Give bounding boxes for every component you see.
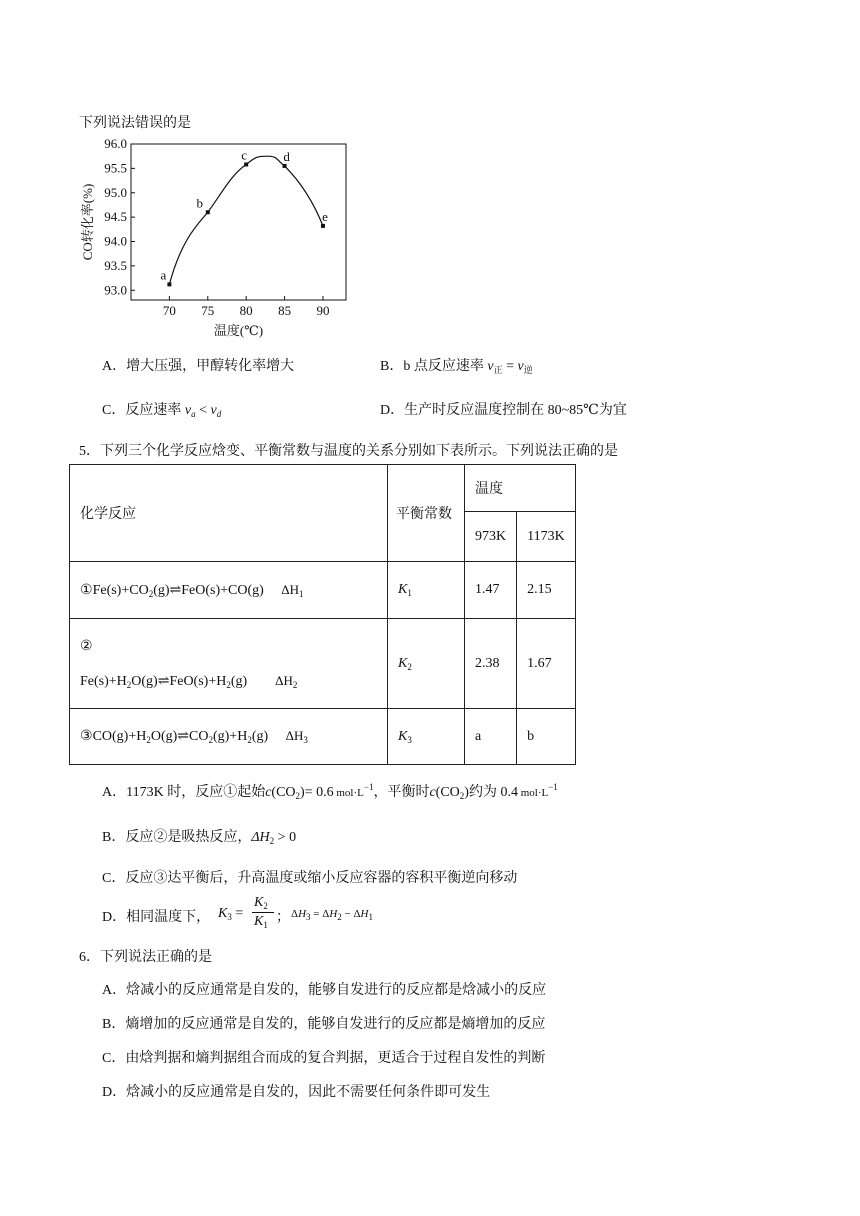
q4-option-b-sub2: 逆 [523, 365, 533, 375]
y-tick-label: 94.0 [104, 233, 127, 249]
y-tick-label: 95.0 [104, 184, 127, 200]
header-k: 平衡常数 [388, 465, 465, 562]
q6-stem: 6．下列说法正确的是 [79, 950, 212, 965]
header-temp-1173: 1173K [517, 512, 576, 562]
q5-option-a: A．1173K 时，反应①起始$c(CO_2)= 0.6$ $mol\cdot L^{-1}$，平衡时$c(CO_2)$约为 0.4 $mol\cdot L^{-1}$ [102, 782, 558, 801]
q5-option-a-text3: 约为 0.4 [468, 785, 518, 800]
q5-option-a-text1: A．1173K 时，反应①起始 [102, 785, 266, 800]
k2: $K_2$ [388, 619, 465, 709]
chart-x-label: 温度(℃) [213, 323, 264, 338]
k1: $K_1$ [388, 562, 465, 619]
k2-sub: 2 [407, 661, 412, 672]
reaction-2-dh-sub: 2 [292, 679, 298, 690]
y-tick-label: 95.5 [104, 160, 127, 176]
reaction-3-num: ③ [80, 729, 93, 744]
reaction-1-dh-sub: 1 [299, 588, 304, 599]
q4-option-c-sub1: a [191, 409, 196, 419]
header-temp: 温度 [465, 465, 576, 512]
k1-sub: 1 [407, 588, 412, 598]
y-tick-label: 96.0 [104, 136, 127, 151]
q5-option-b: B．反应②是吸热反应，$\Delta H_2 > 0$ [102, 830, 297, 846]
q4-option-b-text: B．b 点反应速率 [380, 359, 484, 374]
q4-option-a: A．增大压强，甲醇转化率增大 [102, 359, 295, 374]
k3-1173: b [517, 709, 576, 765]
conversion-curve [169, 156, 323, 284]
header-reaction: 化学反应 [70, 465, 388, 562]
q5-option-d [102, 906, 210, 926]
x-tick-label: 75 [201, 303, 215, 318]
data-point-e [321, 224, 325, 228]
q4-option-d: D．生产时反应温度控制在 80~85℃为宜 [380, 403, 627, 418]
q5-option-a-text2: ，平衡时 [373, 785, 430, 800]
y-tick-label: 93.0 [104, 282, 127, 298]
data-point-a [167, 282, 171, 286]
q6-option-d: D．焓减小的反应通常是自发的，因此不需要任何条件即可发生 [102, 1085, 491, 1100]
reaction-2-num: ② [80, 638, 93, 654]
point-label-c: c [241, 147, 248, 163]
q5-option-a-conc: = 0.6 [304, 785, 334, 800]
q5-stem: 5．下列三个化学反应焓变、平衡常数与温度的关系分别如下表所示。下列说法正确的是 [79, 444, 618, 459]
point-label-a: a [160, 267, 167, 283]
co-conversion-chart [78, 132, 358, 344]
q6-option-b: B．熵增加的反应通常是自发的，能够自发进行的反应都是熵增加的反应 [102, 1017, 546, 1032]
q5-option-c: C．反应③达平衡后，升高温度或缩小反应容器的容积平衡逆向移动 [102, 871, 518, 886]
x-tick-label: 80 [239, 303, 253, 318]
data-point-b [206, 210, 210, 214]
q5-option-d-text: D．相同温度下， [102, 910, 211, 925]
reaction-3-dh-sub: 3 [303, 735, 308, 745]
point-label-d: d [283, 148, 290, 164]
q4-option-c: C．反应速率 $v_a < v_d$ [102, 403, 222, 419]
reaction-2: ② $Fe(s)+H_2O(g)\rightleftharpoons FeO(s)+H_2(g)$ $\Delta H_2$ [70, 619, 388, 709]
data-point-c [244, 162, 248, 166]
q4-option-c-sub2: d [216, 409, 222, 419]
reaction-3: $③CO(g)+H_2O(g)\rightleftharpoons CO_2(g)+H_2(g)$ $\Delta H_3$ [70, 709, 388, 765]
q4-stem: 下列说法错误的是 [79, 116, 191, 131]
x-tick-label: 85 [278, 303, 292, 318]
k2-973: 2.38 [465, 619, 517, 709]
k3-sub: 3 [407, 734, 412, 745]
reaction-1: $①Fe(s)+CO_2(g)\rightleftharpoons FeO(s)+CO(g)$ $\Delta H_1$ [70, 562, 388, 619]
q4-option-c-text: C．反应速率 [102, 403, 182, 418]
chart-y-label: CO转化率(%) [80, 183, 95, 261]
reaction-1-num: ① [80, 582, 93, 598]
k1-1173: 2.15 [517, 562, 576, 619]
q4-option-b-sub1: 正 [493, 365, 503, 375]
x-tick-label: 70 [162, 303, 176, 318]
point-label-e: e [322, 208, 328, 224]
header-temp-973: 973K [465, 512, 517, 562]
k2-1173: 1.67 [517, 619, 576, 709]
q6-option-c: C．由焓判据和熵判据组合而成的复合判据，更适合于过程自发性的判断 [102, 1051, 546, 1066]
k3-973: a [465, 709, 517, 765]
x-tick-label: 90 [316, 303, 330, 318]
y-tick-label: 93.5 [104, 257, 127, 273]
k1-973: 1.47 [465, 562, 517, 619]
q6-option-a: A．焓减小的反应通常是自发的，能够自发进行的反应都是焓减小的反应 [102, 983, 547, 998]
k3: $K_3$ [388, 709, 465, 765]
q5-option-b-text: B．反应②是吸热反应， [102, 830, 252, 845]
point-label-b: b [196, 195, 204, 211]
reaction-table [69, 464, 576, 765]
data-point-d [283, 164, 287, 168]
q4-option-b: B．b 点反应速率 $v_正 = v_逆$ [380, 359, 533, 375]
y-tick-label: 94.5 [104, 209, 127, 225]
